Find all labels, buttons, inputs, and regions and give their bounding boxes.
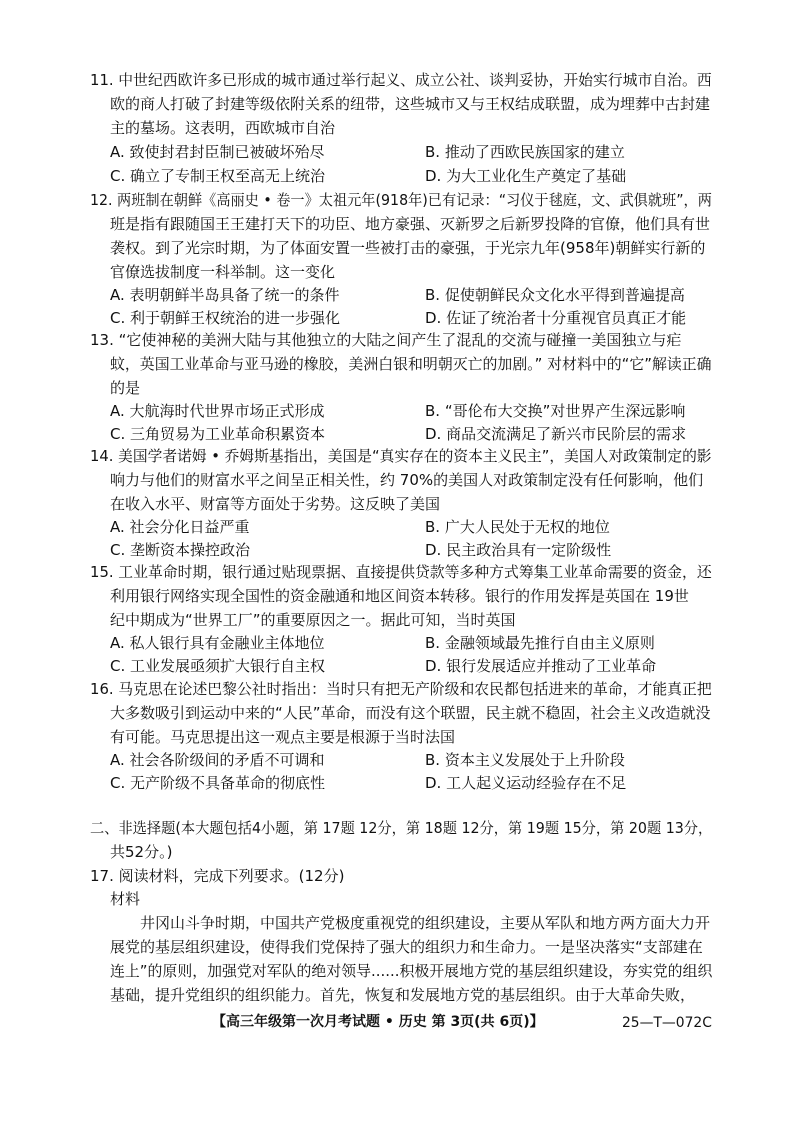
question-stem-line: 16. 马克思在论述巴黎公社时指出：当时只有把无产阶级和农民都包括进来的革命，才能真正把: [90, 680, 712, 698]
question-stem-line: 利用银行网络实现全国性的资金融通和地区间资本转移。银行的作用发挥是英国在 19世: [110, 587, 689, 605]
question-stem-line: 15. 工业革命时期，银行通过贴现票据、直接提供贷款等多种方式筹集工业革命需要的资金，还: [90, 563, 712, 581]
option-d: D. 为大工业化生产奠定了基础: [425, 167, 627, 185]
option-d: D. 银行发展适应并推动了工业革命: [425, 657, 657, 675]
question-stem-line: 有可能。马克思提出这一观点主要是根源于当时法国: [110, 728, 456, 746]
question-stem-line: 主的墓场。这表明，西欧城市自治: [110, 119, 336, 137]
question-stem-line: 官僚选拔制度一科举制。这一变化: [110, 263, 336, 281]
option-b: B. 推动了西欧民族国家的建立: [425, 143, 625, 161]
option-b: B. 资本主义发展处于上升阶段: [425, 751, 625, 769]
section-heading-line: 二、非选择题(本大题包括4小题，第 17题 12分，第 18题 12分，第 19题 15分，第 20题 13分，: [90, 819, 713, 837]
question-stem-line: 17. 阅读材料，完成下列要求。(12分): [90, 867, 345, 885]
option-c: C. 工业发展亟须扩大银行自主权: [110, 657, 326, 675]
question-stem-line: 袭权。到了光宗时期，为了体面安置一些被打击的豪强，于光宗九年(958年)朝鲜实行新的: [110, 239, 706, 257]
option-a: A. 私人银行具有金融业主体地位: [110, 634, 325, 652]
option-d: D. 工人起义运动经验存在不足: [425, 774, 627, 792]
option-b: B. 广大人民处于无权的地位: [425, 518, 610, 536]
question-stem-line: 11. 中世纪西欧许多已形成的城市通过举行起义、成立公社、谈判妥协，开始实行城市自治。西: [90, 71, 712, 89]
question-stem-line: 纪中期成为“世界工厂”的重要原因之一。据此可知，当时英国: [110, 611, 516, 629]
footer-code: 25—T—072C: [622, 1015, 712, 1031]
material-paragraph-line: 井冈山斗争时期，中国共产党极度重视党的组织建设，主要从军队和地方两方面大力开: [140, 914, 711, 932]
question-stem-line: 班是指有跟随国王王建打天下的功臣、地方豪强、灭新罗之后新罗投降的官僚，他们具有世: [110, 215, 711, 233]
question-stem-line: 在收入水平、财富等方面处于劣势。这反映了美国: [110, 495, 441, 513]
option-c: C. 三角贸易为工业革命积累资本: [110, 425, 326, 443]
option-d: D. 商品交流满足了新兴市民阶层的需求: [425, 425, 687, 443]
option-a: A. 社会各阶级间的矛盾不可调和: [110, 751, 325, 769]
question-stem-line: 欧的商人打破了封建等级依附关系的纽带，这些城市又与王权结成联盟，成为埋葬中古封建: [110, 95, 711, 113]
question-stem-line: 蚊，英国工业革命与亚马逊的橡胶，美洲白银和明朝灭亡的加剧。” 对材料中的“它”解读正确: [110, 355, 712, 373]
option-a: A. 大航海时代世界市场正式形成: [110, 402, 325, 420]
option-c: C. 确立了专制王权至高无上统治: [110, 167, 326, 185]
option-b: B. 金融领域最先推行自由主义原则: [425, 634, 655, 652]
option-c: C. 无产阶级不具备革命的彻底性: [110, 774, 326, 792]
option-b: B. 促使朝鲜民众文化水平得到普遍提高: [425, 286, 685, 304]
material-label: 材料: [110, 890, 141, 908]
material-paragraph-line: 连上”的原则，加强党对军队的绝对领导......积极开展地方党的基层组织建设，夯实党的组织: [110, 962, 713, 980]
material-paragraph-line: 展党的基层组织建设，使得我们党保持了强大的组织力和生命力。一是坚决落实“支部建在: [110, 938, 703, 956]
option-a: A. 社会分化日益严重: [110, 518, 250, 536]
question-stem-line: 的是: [110, 379, 141, 397]
option-c: C. 垄断资本操控政治: [110, 541, 251, 559]
question-stem-line: 14. 美国学者诺姆 • 乔姆斯基指出，美国是“真实存在的资本主义民主”，美国人对政策制定的影: [90, 447, 712, 465]
option-d: D. 佐证了统治者十分重视官员真正才能: [425, 309, 687, 327]
question-stem-line: 响力与他们的财富水平之间呈正相关性，约 70%的美国人对政策制定没有任何影响，他们: [110, 471, 704, 489]
question-stem-line: 13. “它使神秘的美洲大陆与其他独立的大陆之间产生了混乱的交流与碰撞一美国独立与疟: [90, 331, 682, 349]
section-heading-line: 共52分。): [110, 843, 173, 861]
option-c: C. 利于朝鲜王权统治的进一步强化: [110, 309, 341, 327]
question-stem-line: 大多数吸引到运动中来的“人民”革命，而没有这个联盟，民主就不稳固，社会主义改造就没: [110, 704, 711, 722]
question-stem-line: 12. 两班制在朝鲜《高丽史 • 卷一》太祖元年(918年)已有记录：“习仪于毬庭，文、武俱就班”，两: [90, 191, 712, 209]
option-b: B. “哥伦布大交换”对世界产生深远影响: [425, 402, 686, 420]
option-d: D. 民主政治具有一定阶级性: [425, 541, 612, 559]
option-a: A. 表明朝鲜半岛具备了统一的条件: [110, 286, 340, 304]
option-a: A. 致使封君封臣制已被破坏殆尽: [110, 143, 325, 161]
footer-title: 【高三年级第一次月考试题 • 历史 第 3页(共 6页)】: [212, 1014, 544, 1030]
material-paragraph-line: 基础，提升党组织的组织能力。首先，恢复和发展地方党的基层组织。由于大革命失败，: [110, 986, 696, 1004]
